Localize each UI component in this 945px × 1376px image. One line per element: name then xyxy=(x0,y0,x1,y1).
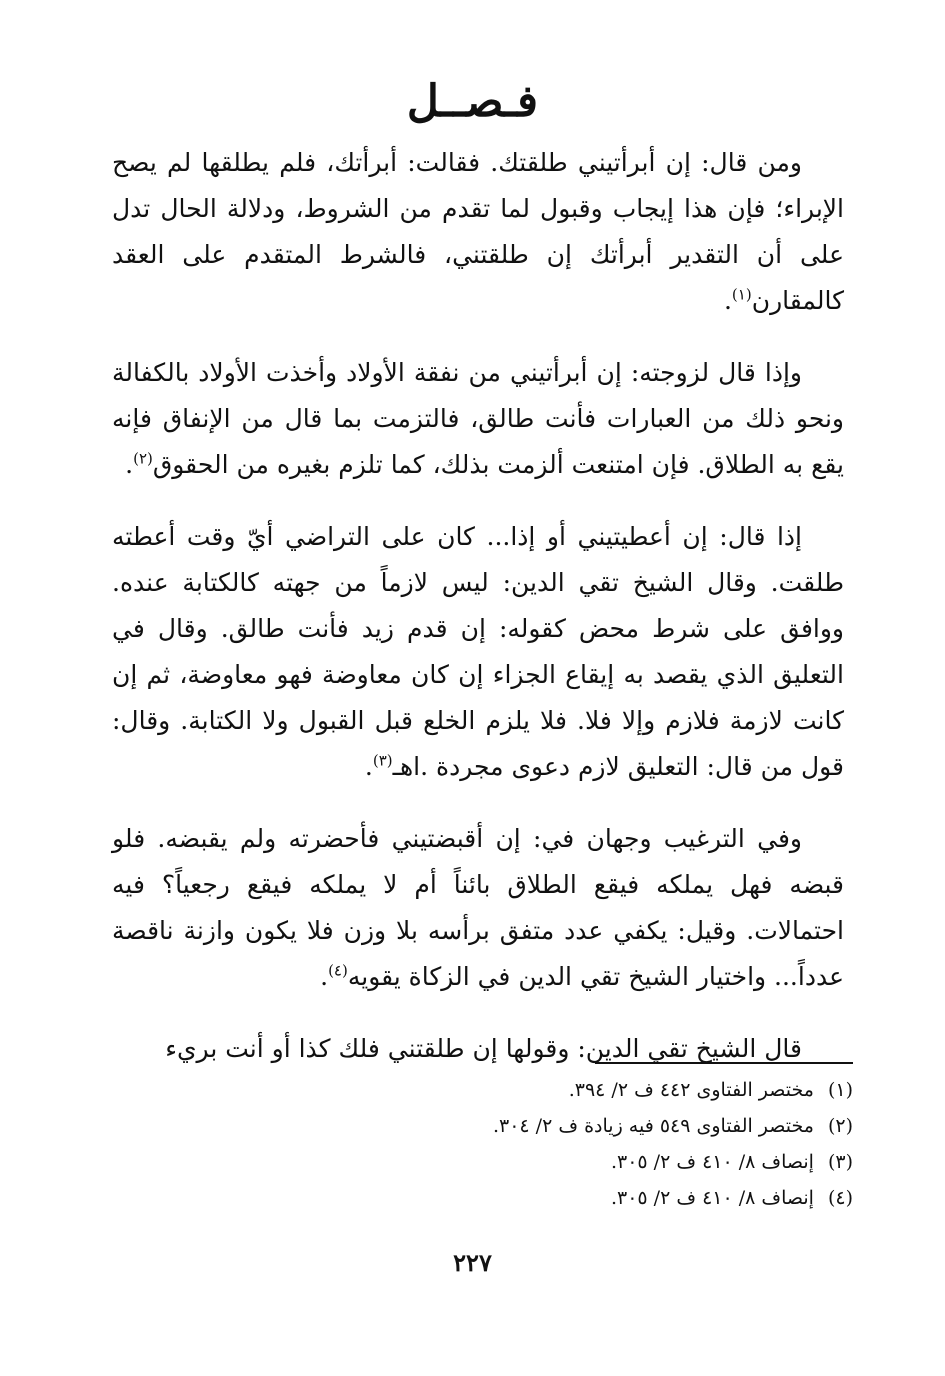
footnote-number: (٢) xyxy=(827,1115,853,1137)
paragraph-end: . xyxy=(320,962,329,991)
page-number: ٢٢٧ xyxy=(453,1248,492,1277)
paragraph-4 xyxy=(112,816,844,1000)
paragraph-text: ومن قال: إن أبرأتيني طلقتك. فقالت: أبرأتك، فلم يطلقها لم يصح الإبراء؛ فإن هذا إيجاب وقبول لما تقدم من الشروط، ودلالة الحال تدل على أن التقدير أبرأتك إن طلقتني، فالشرط المتقدم على العقد كالمقارن xyxy=(112,148,844,315)
footnote-marker: (٤) xyxy=(328,961,348,980)
footnote-1 xyxy=(153,1072,853,1108)
section-heading: فـصــل xyxy=(406,76,539,127)
footnote-text: إنصاف ٨/ ٤١٠ ف ٢/ ٣٠٥. xyxy=(610,1151,814,1173)
body-text xyxy=(112,140,844,1098)
paragraph-end: . xyxy=(125,450,134,479)
paragraph-1 xyxy=(112,140,844,324)
footnote-marker: (١) xyxy=(731,285,752,304)
paragraph-end: . xyxy=(723,286,732,315)
footnote-text: مختصر الفتاوى ٥٤٩ فيه زيادة ف ٢/ ٣٠٤. xyxy=(492,1115,814,1137)
footnote-marker: (٢) xyxy=(133,449,153,468)
footnote-4 xyxy=(153,1180,853,1216)
footnotes xyxy=(153,1072,853,1216)
footnote-3 xyxy=(153,1144,853,1180)
footnote-divider xyxy=(595,1062,853,1064)
paragraph-end: . xyxy=(364,752,373,781)
footnote-text: إنصاف ٨/ ٤١٠ ف ٢/ ٣٠٥. xyxy=(610,1187,814,1209)
paragraph-text: إذا قال: إن أعطيتيني أو إذا... كان على التراضي أيّ وقت أعطته طلقت. وقال الشيخ تقي الدين: ليس لازماً من جهته كالكتابة عنده. ووافق على شرط محض كقوله: إن قدم زيد فأنت طالق. وقال في التعليق الذي يقصد به إيقاع الجزاء إن كان معاوضة فهو معاوضة، ثم إن كانت لازمة فلازم وإلا فلا. فلا يلزم الخلع قبل القبول ولا الكتابة. وقال: قول من قال: التعليق لازم دعوى مجردة .اهـ xyxy=(112,522,844,781)
footnote-number: (١) xyxy=(827,1079,853,1101)
paragraph-text: وإذا قال لزوجته: إن أبرأتيني من نفقة الأولاد وأخذت الأولاد بالكفالة ونحو ذلك من العبارات فأنت طالق، فالتزمت بما قال من الإنفاق فإنه يقع به الطلاق. فإن امتنعت ألزمت بذلك، كما تلزم بغيره من الحقوق xyxy=(112,358,844,479)
footnote-number: (٤) xyxy=(827,1187,853,1209)
paragraph-5 xyxy=(112,1026,844,1072)
paragraph-2 xyxy=(112,350,844,488)
footnote-text: مختصر الفتاوى ٤٤٢ ف ٢/ ٣٩٤. xyxy=(568,1079,814,1101)
paragraph-text: قال الشيخ تقي الدين: وقولها إن طلقتني فلك كذا أو أنت بريء xyxy=(165,1034,802,1063)
paragraph-3 xyxy=(112,514,844,790)
footnote-marker: (٣) xyxy=(372,751,393,770)
footnote-number: (٣) xyxy=(827,1151,853,1173)
paragraph-text: وفي الترغيب وجهان في: إن أقبضتيني فأحضرته ولم يقبضه. فلو قبضه فهل يملكه فيقع الطلاق بائناً أم لا يملكه فيقع رجعياً؟ فيه احتمالات. وقيل: يكفي عدد متفق برأسه بلا وزن فلا يكون وازنة ناقصة عدداً... واختيار الشيخ تقي الدين في الزكاة يقويه xyxy=(112,824,844,991)
footnote-2 xyxy=(153,1108,853,1144)
